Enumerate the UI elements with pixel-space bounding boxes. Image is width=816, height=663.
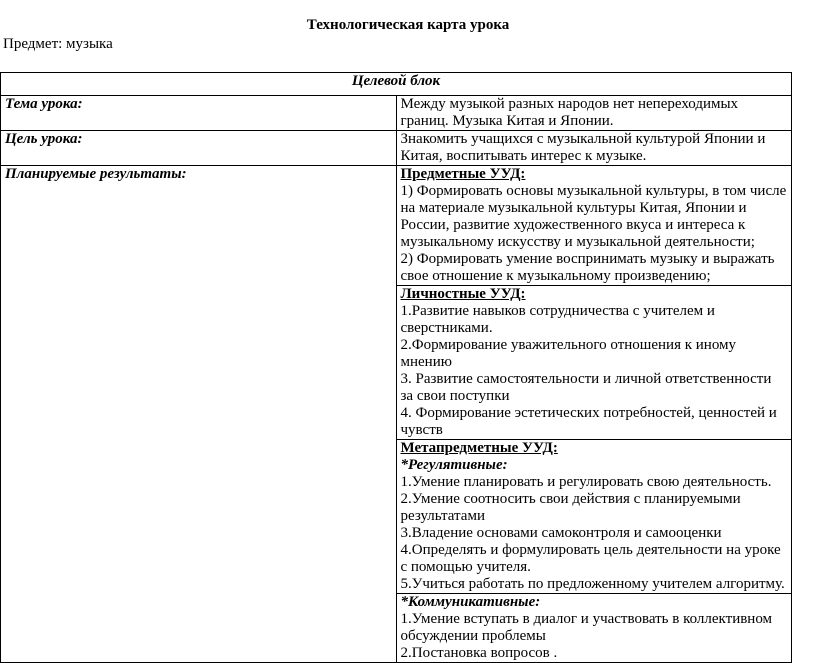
subject-uud-cell (396, 166, 792, 286)
results-label: Планируемые результаты: (1, 166, 397, 663)
list-item: 1.Умение планировать и регулировать свою деятельность. (400, 474, 772, 490)
list-item: 1.Развитие навыков сотрудничества с учителем и сверстниками. (400, 303, 715, 336)
communicative-uud-cell (396, 594, 792, 663)
document-title: Технологическая карта урока (306, 17, 510, 33)
goal-label: Цель урока: (1, 131, 397, 166)
list-item: 4. Формирование эстетических потребностей, ценностей и чувств (400, 405, 777, 438)
communicative-title: *Коммуникативные: (400, 594, 541, 610)
topic-label: Тема урока: (1, 96, 397, 131)
list-item: 4.Определять и формулировать цель деятельности на уроке с помощью учителя. (400, 542, 781, 575)
lesson-card-table (0, 72, 792, 663)
topic-value: Между музыкой разных народов нет непереходимых границ. Музыка Китая и Японии. (396, 96, 792, 131)
list-item: 5.Учиться работать по предложенному учителем алгоритму. (400, 576, 785, 592)
list-item: 1) Формировать основы музыкальной культуры, в том числе на материале музыкальной культуры Китая, Японии и России, развитие художественного вкуса и интереса к музыкальному искусству и музыкальной деятельности; (400, 183, 787, 250)
table-row-topic (1, 96, 792, 131)
table-row-goal (1, 131, 792, 166)
subject-line: Предмет: музыка (3, 36, 113, 52)
subject-uud-title: Предметные УУД: (400, 166, 526, 182)
list-item: 2.Умение соотносить свои действия с планируемыми результатами (400, 491, 741, 524)
regulative-title: *Регулятивные: (400, 457, 508, 473)
list-item: 3.Владение основами самоконтроля и самооценки (400, 525, 722, 541)
goal-value: Знакомить учащихся с музыкальной культурой Японии и Китая, воспитывать интерес к музыке. (396, 131, 792, 166)
target-block-header: Целевой блок (1, 73, 792, 96)
list-item: 3. Развитие самостоятельности и личной ответственности за свои поступки (400, 371, 772, 404)
personal-uud-cell (396, 286, 792, 440)
list-item: 2) Формировать умение воспринимать музыку и выражать свое отношение к музыкальному произведению; (400, 251, 775, 284)
list-item: 1.Умение вступать в диалог и участвовать в коллективном обсуждении проблемы (400, 611, 773, 644)
list-item: 2.Формирование уважительного отношения к иному мнению (400, 337, 737, 370)
personal-uud-title: Личностные УУД: (400, 286, 526, 302)
meta-uud-title: Метапредметные УУД: (400, 440, 558, 456)
table-header-row (1, 73, 792, 96)
meta-uud-cell (396, 440, 792, 594)
table-row-subject-uud (1, 166, 792, 286)
list-item: 2.Постановка вопросов . (400, 645, 558, 661)
